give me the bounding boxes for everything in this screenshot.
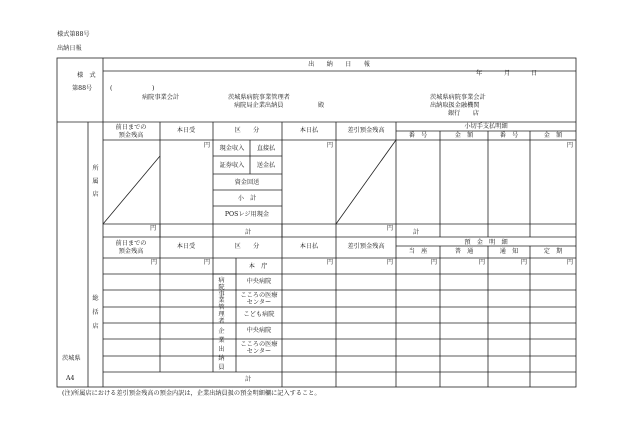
direct-payment: 直接払 [256, 145, 276, 152]
yen-fixed: 円 [566, 259, 573, 266]
sub-notice: 通 知 [499, 248, 519, 255]
sub-amount-1: 金 額 [454, 132, 474, 139]
cash-receipt: 現金収入 [219, 145, 245, 152]
branch-col-today-paid: 本日払 [299, 127, 319, 134]
main-total: 計 [245, 376, 252, 383]
yen-main-balance: 円 [386, 259, 393, 266]
group2-label: 企業出納員 [218, 328, 225, 371]
yen-main-paid: 円 [326, 259, 333, 266]
yen-current: 円 [430, 259, 437, 266]
yen-paid: 円 [326, 142, 333, 149]
form-title-top: 出納日報 [57, 45, 82, 52]
sub-number-1: 番 号 [408, 132, 428, 139]
yen-received: 円 [203, 142, 210, 149]
yen-balance: 円 [386, 225, 393, 232]
kokoro-center-2: こころの医療 センター [240, 341, 278, 356]
admin-honorific: 殿 [318, 102, 325, 109]
main-col-today-received: 本日受 [176, 243, 196, 250]
date-month: 月 [504, 70, 511, 77]
fund-transfer: 資金回送 [234, 179, 260, 186]
branch-side-label: 所属店 [92, 165, 99, 198]
right-line-2: 出納取扱金融機関 [430, 102, 480, 109]
right-line-3: 銀行 店 [448, 110, 479, 117]
right-line-1: 茨城県病院事業会計 [430, 94, 486, 101]
central-hospital: 中央病院 [246, 278, 272, 285]
branch-col-category: 区 分 [234, 127, 260, 134]
transfer-payment: 送金払 [256, 162, 276, 169]
petty-total: 計 [413, 229, 420, 236]
date-year: 年 [476, 70, 483, 77]
left-form-number: 第88号 [72, 85, 93, 92]
kodomo-hospital: こども病院 [243, 311, 275, 318]
report-title: 出 納 日 報 [308, 61, 370, 68]
petty-cash-title: 小切手支払明細 [464, 123, 508, 130]
sub-ordinary: 普 通 [454, 248, 474, 255]
sub-amount-2: 金 額 [543, 132, 563, 139]
footer-note: (注)所属店における差引預金残高の預金内訳は，企業出納員扱の預金明細欄に記入すること。 [62, 390, 321, 397]
paren-open: ( [110, 85, 113, 92]
paren-close: ) [152, 85, 155, 92]
yen-prev-balance: 円 [150, 225, 157, 232]
branch-total: 計 [245, 229, 252, 236]
main-office: 本 庁 [248, 263, 268, 270]
central-hospital-2: 中央病院 [246, 327, 272, 334]
date-day: 日 [531, 70, 538, 77]
yen-petty: 円 [566, 142, 573, 149]
sub-number-2: 番 号 [499, 132, 519, 139]
sub-fixed: 定 期 [543, 248, 563, 255]
yen-ordinary: 円 [478, 259, 485, 266]
yen-main-prev: 円 [150, 259, 157, 266]
deposit-title: 預 金 明 細 [464, 239, 508, 246]
main-col-category: 区 分 [234, 243, 260, 250]
paper-size: A4 [66, 375, 75, 382]
admin-line-2: 病院局企業出納員 [234, 102, 284, 109]
securities-receipt: 証券収入 [219, 162, 245, 169]
yen-notice: 円 [520, 259, 527, 266]
account-name: 病院事業会計 [142, 94, 180, 101]
main-side-label: 総括店 [92, 295, 99, 330]
left-pref: 茨城県 [62, 355, 81, 362]
pos-cash: POSレジ用現金 [224, 211, 270, 218]
main-col-today-paid: 本日払 [299, 243, 319, 250]
form-number: 様式第88号 [57, 31, 90, 38]
main-col-prev-balance: 前日までの 預金残高 [115, 240, 147, 255]
sub-current: 当 座 [408, 248, 428, 255]
branch-col-prev-balance: 前日までの 預金残高 [115, 124, 147, 139]
main-col-balance: 差引預金残高 [347, 243, 385, 250]
left-form-label: 様 式 [77, 72, 96, 79]
branch-col-balance: 差引預金残高 [347, 127, 385, 134]
group1-label: 病院事業管理者 [218, 277, 225, 325]
kokoro-center: こころの医療 センター [240, 292, 278, 307]
admin-line-1: 茨城県病院事業管理者 [228, 94, 290, 101]
yen-main-received: 円 [203, 259, 210, 266]
branch-col-today-received: 本日受 [176, 127, 196, 134]
subtotal: 小 計 [237, 195, 257, 202]
